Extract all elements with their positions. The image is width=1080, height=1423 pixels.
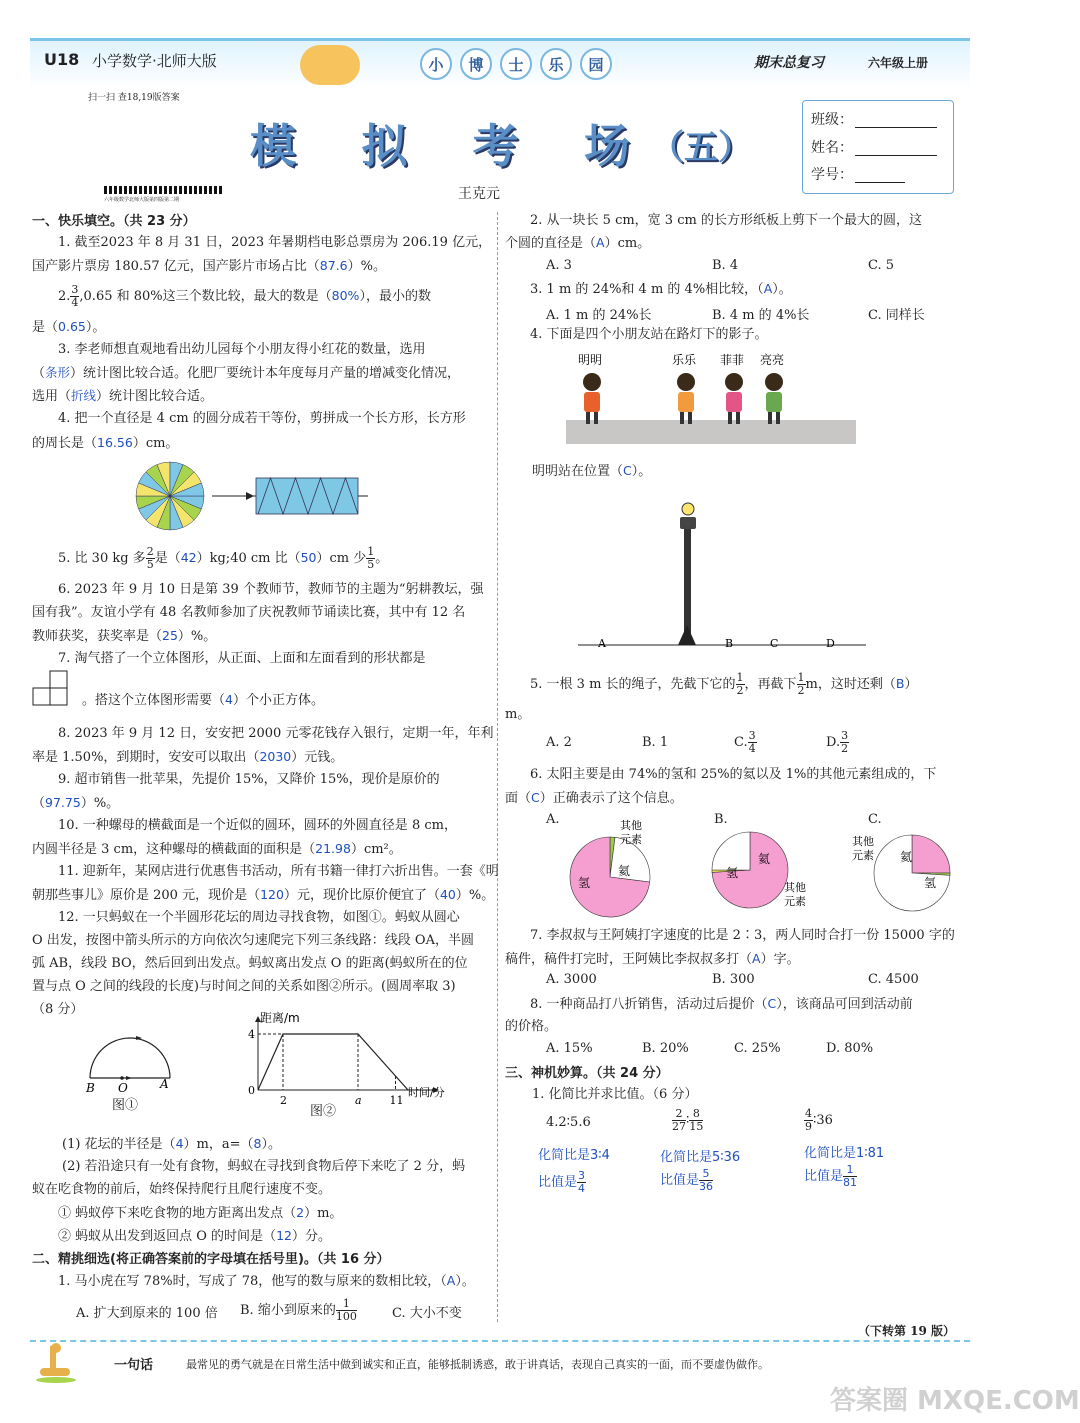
s2-q1-option-a: A. 扩大到原来的 100 倍 (76, 1306, 218, 1321)
x-tick-label: a (355, 1094, 362, 1107)
q12-line3: 弧 AB，线段 BO，然后回到出发点。蚂蚁离出发点 O 的距离(蚂蚁所在的位 (32, 956, 468, 971)
child-leg-icon (680, 412, 684, 424)
brand-char: 博 (460, 48, 492, 80)
answer: C (767, 996, 777, 1011)
s2-q2-option-a: A. 3 (546, 258, 572, 273)
children-shadow-figure (560, 350, 860, 450)
name-field[interactable] (855, 155, 937, 156)
position-label: D (826, 637, 835, 650)
s2-q7-line1: 7. 李叔叔与王阿姨打字速度的比是 2∶3，两人同时合打一份 15000 字的 (530, 928, 955, 943)
child-leg-icon (728, 412, 732, 424)
section1-heading: 一、快乐填空。（共 23 分） (32, 214, 196, 229)
s2-q8-option-a: A. 15% (546, 1041, 593, 1056)
scan-note: 扫一扫 查18,19版答案 (88, 93, 180, 103)
qr-caption: 六年级数学北师大版第四版第二期 (104, 197, 180, 203)
answer: 87.6 (319, 258, 348, 273)
answer: 折线 (71, 388, 97, 403)
id-field[interactable] (855, 182, 905, 183)
origin-label: 0 (248, 1084, 255, 1097)
q4-line1: 4. 把一个直径是 4 cm 的圆分成若干等份，剪拼成一个长方形，长方形 (58, 411, 466, 426)
q3-line1: 3. 李老师想直观地看出幼儿园每个小朋友得小红花的数量，选用 (58, 342, 426, 357)
pie-b-other-label: 其他 (784, 881, 806, 894)
position-label: B (725, 637, 734, 650)
child-body-icon (678, 392, 694, 412)
pie-c-other-label: 其他 (852, 835, 874, 848)
q10-line2: 内圆半径是 3 cm，这种螺母的横截面的面积是（21.98）cm²。 (32, 841, 402, 857)
answer: 120 (260, 887, 284, 902)
s2-q8-option-b: B. 20% (642, 1041, 689, 1056)
answer: 16.56 (97, 435, 133, 450)
grade-label: 六年级上册 (868, 56, 929, 70)
point-o-label: O (118, 1081, 128, 1095)
answer: C (623, 463, 632, 478)
s2-q7-option-b: B. 300 (712, 972, 755, 987)
pie-b (712, 832, 788, 908)
answer: 50 (300, 550, 317, 565)
answer: 条形 (45, 365, 71, 380)
s2-q2-option-b: B. 4 (712, 258, 739, 273)
title-char: 考 (472, 119, 519, 173)
q6-line2: 国有我”。友谊小学有 48 名教师参加了庆祝教师节诵读比赛，其中有 12 名 (32, 605, 466, 620)
footer-label: 一句话 (114, 1358, 154, 1373)
brand-title (420, 48, 612, 80)
pie-c-h-label: 氢 (924, 876, 937, 890)
simplified-ratio-2: 化简比是5∶36 (660, 1150, 741, 1165)
title-char: 拟 (361, 119, 408, 173)
page-code: U18 (44, 50, 80, 69)
s2-q3-option-c: C. 同样长 (868, 308, 925, 323)
child-body-icon (766, 392, 782, 412)
pie-b-he-label: 氦 (758, 852, 771, 866)
position-label: A (598, 637, 606, 650)
answer: 4 (175, 1136, 184, 1151)
q1-line1: 1. 截至2023 年 8 月 31 日，2023 年暑期档电影总票房为 206.19 亿元， (58, 235, 492, 250)
answer: 40 (439, 887, 456, 902)
s2-q8-option-d: D. 80% (826, 1041, 874, 1056)
child-leg-icon (688, 412, 692, 424)
class-label: 班级： (811, 112, 853, 128)
s2-q1: 1. 马小虎在写 78%时，写成了 78，他写的数与原来的数相比较，（A）。 (58, 1273, 475, 1289)
q3-line2: （条形）统计图比较合适。化肥厂要统计本年度每月产量的增减变化情况， (32, 365, 461, 381)
brand-char: 园 (580, 48, 612, 80)
s2-q5-option-a: A. 2 (546, 735, 572, 750)
q5-line: 5. 比 30 kg 多 $\frac{2}{5}$ 是（42）kg;40 cm 比（50）cm 少 $\frac{1}{5}$ 。 (58, 545, 389, 571)
center-point (120, 1076, 124, 1080)
child-name: 菲菲 (720, 353, 745, 367)
child-name: 乐乐 (672, 353, 697, 367)
child-leg-icon (768, 412, 772, 424)
brand-char: 乐 (540, 48, 572, 80)
section2-heading: 二、精挑细选(将正确答案前的字母填在括号里)。（共 16 分） (32, 1252, 390, 1267)
author: 王克元 (458, 186, 500, 202)
book-name: 小学数学·北师大版 (92, 52, 217, 70)
child-body-icon (584, 392, 600, 412)
street-lamp-figure (570, 495, 870, 655)
s2-q5-option-d: D. $\frac{3}{2}$ (826, 729, 849, 755)
position-label: C (770, 637, 779, 650)
s2-q2-line1: 2. 从一块长 5 cm，宽 3 cm 的长方形纸板上剪下一个最大的圆，这 (530, 213, 922, 228)
arrow-head-icon (246, 492, 254, 500)
review-label: 期末总复习 (754, 55, 824, 71)
q9-line1: 9. 超市销售一批苹果，先提价 15%，又降价 15%，现价是原价的 (58, 772, 440, 787)
answer: A (763, 281, 773, 296)
ratio-item-1: 4.2∶5.6 (546, 1115, 591, 1130)
q12-s2-line1: (2) 若沿途只有一处有食物，蚂蚁在寻找到食物后停下来吃了 2 分，蚂 (62, 1159, 466, 1174)
answer: 21.98 (315, 841, 351, 856)
pie-slice (912, 835, 950, 873)
q12-line5: （8 分） (32, 1002, 84, 1017)
child-head-icon (583, 373, 601, 391)
q4-line2: 的周长是（16.56）cm。 (32, 435, 179, 451)
giraffe-icon (32, 1340, 78, 1382)
title-char: 场 (583, 119, 630, 173)
y-axis-label: 距离/m (260, 1011, 300, 1025)
q12-s1: (1) 花坛的半径是（4）m，a=（8）。 (62, 1136, 281, 1152)
s2-q3-option-b: B. 4 m 的 4%长 (712, 308, 810, 323)
q12-s3: ① 蚂蚁停下来吃食物的地方距离出发点（2）m。 (58, 1205, 343, 1221)
q7-line1: 7. 淘气搭了一个立体图形，从正面、上面和左面看到的形状都是 (58, 651, 426, 666)
page-subtitle: （五） (650, 128, 752, 168)
student-info-box (802, 100, 954, 194)
lamp-pole (684, 525, 691, 643)
y-tick-label: 4 (248, 1028, 255, 1041)
q9-line2: （97.75）%。 (32, 795, 120, 811)
distance-time-chart (230, 1012, 460, 1122)
s2-q4-line1: 4. 下面是四个小朋友站在路灯下的影子。 (530, 327, 768, 342)
answer: C (531, 790, 540, 805)
s2-q1-option-c: C. 大小不变 (392, 1306, 462, 1321)
brand-char: 士 (500, 48, 532, 80)
s3-q1: 1. 化简比并求比值。（6 分） (532, 1087, 698, 1102)
simplified-ratio-3: 化简比是1∶81 (804, 1146, 885, 1161)
lamp-base (678, 625, 696, 645)
segmented-circle-icon (136, 462, 204, 530)
answer: 42 (180, 550, 197, 565)
shadow-ground (566, 420, 856, 444)
series-line (258, 1034, 408, 1090)
child-head-icon (725, 373, 743, 391)
pie-a-label: A. (546, 812, 560, 827)
s2-q8-line2: 的价格。 (505, 1019, 558, 1034)
q6-line1: 6. 2023 年 9 月 10 日是第 39 个教师节，教师节的主题为“躬耕教坛，强 (58, 582, 484, 597)
child-body-icon (726, 392, 742, 412)
answer: A (752, 951, 761, 966)
q12-s4: ② 蚂蚁从出发到返回点 O 的时间是（12）分。 (58, 1228, 331, 1244)
title-char: 模 (250, 119, 296, 173)
answer: 2 (296, 1205, 305, 1220)
s2-q6-line1: 6. 太阳主要是由 74%的氢和 25%的氦以及 1%的其他元素组成的，下 (530, 767, 937, 782)
answer: 25 (162, 628, 178, 643)
pie-a-other-label: 其他 (620, 819, 642, 832)
pie-a-he-label: 氦 (618, 864, 631, 878)
qr-code-icon[interactable] (104, 186, 224, 194)
q7-line2: 。搭这个立体图形需要（4）个小正方体。 (82, 692, 324, 708)
pie-c-other-label: 元素 (852, 849, 874, 862)
column-divider (497, 212, 498, 1322)
child-head-icon (765, 373, 783, 391)
pie-charts (540, 815, 960, 925)
s2-q5-option-b: B. 1 (642, 735, 669, 750)
s2-q3-option-a: A. 1 m 的 24%长 (546, 308, 652, 323)
rearranged-rectangle-icon (256, 478, 358, 514)
child-name: 明明 (578, 353, 603, 367)
answer: 12 (276, 1228, 292, 1243)
ratio-item-3: $\frac{4}{9}$ ∶36 (805, 1107, 833, 1133)
q11-line2: 朝那些事儿》原价是 200 元，现价是（120）元，现价比原价便宜了（40）%。 (32, 887, 495, 903)
pie-slice (712, 832, 750, 870)
s2-q5-option-c: C. $\frac{3}{4}$ (734, 729, 756, 755)
mascot-icon (300, 45, 360, 85)
s2-q7-option-a: A. 3000 (546, 972, 597, 987)
fig2-caption: 图② (310, 1104, 337, 1119)
point-b-label: B (86, 1081, 95, 1095)
s2-q7-option-c: C. 4500 (868, 972, 919, 987)
q1-line2: 国产影片票房 180.57 亿元，国产影片市场占比（87.6）%。 (32, 258, 386, 274)
pie-b-label: B. (714, 812, 728, 827)
s2-q2-line2: 个圆的直径是（A）cm。 (505, 235, 651, 251)
x-tick-label: 2 (280, 1094, 287, 1107)
q2-line1: 2. $\frac{3}{4}$ ,0.65 和 80%这三个数比较，最大的数是（80%），最小的数 (58, 283, 431, 309)
lamp-head (680, 517, 696, 529)
answer: B (895, 676, 905, 691)
child-leg-icon (736, 412, 740, 424)
pie-a-other-label: 元素 (620, 833, 642, 846)
ratio-value-2: 比值是 $\frac{5}{36}$ (660, 1167, 714, 1193)
answer: A (596, 235, 605, 250)
light-bulb-icon (682, 503, 694, 515)
watermark: 答案圈 MXQE.COM (830, 1386, 1080, 1416)
q10-line1: 10. 一种螺母的横截面是一个近似的圆环，圆环的外圆直径是 8 cm， (58, 818, 457, 833)
answer: 4 (225, 692, 233, 707)
x-axis-label: 时间/分 (408, 1086, 445, 1099)
pie-c-he-label: 氦 (900, 850, 913, 864)
class-field[interactable] (855, 127, 937, 128)
semicircle-arc (90, 1038, 170, 1078)
footer-quote: 最常见的勇气就是在日常生活中做到诚实和正直，能够抵制诱惑，敢于讲真话，表现自己真实的一面，而不要虚伪做作。 (186, 1358, 769, 1371)
ratio-value-1: 比值是 $\frac{3}{4}$ (538, 1169, 586, 1195)
child-leg-icon (776, 412, 780, 424)
id-label: 学号： (811, 167, 853, 183)
q6-line3: 教师获奖，获奖率是（25）%。 (32, 628, 217, 644)
ratio-item-2: $\frac{2}{27}$ ∶ $\frac{8}{15}$ (672, 1107, 704, 1133)
child-name: 亮亮 (760, 353, 785, 367)
s2-q7-line2: 稿件，稿件打完时，王阿姨比李叔叔多打（A）字。 (505, 951, 800, 967)
s2-q3: 3. 1 m 的 24%和 4 m 的 4%相比较，（A）。 (530, 281, 792, 297)
view-shape-icon (32, 670, 72, 710)
child-head-icon (677, 373, 695, 391)
s2-q2-option-c: C. 5 (868, 258, 895, 273)
circle-to-rectangle-figure (130, 460, 370, 532)
simplified-ratio-1: 化简比是3∶4 (538, 1148, 610, 1163)
fig1-caption: 图① (112, 1098, 139, 1113)
s2-q5-line2: m。 (505, 707, 531, 722)
child-leg-icon (594, 412, 598, 424)
point-a-label: A (160, 1077, 169, 1091)
rectangle-base (256, 478, 358, 514)
pie-c (874, 835, 950, 911)
brand-char: 小 (420, 48, 452, 80)
q11-line1: 11. 迎新年，某网店进行优惠售书活动，所有书籍一律打六折出售。一套《明 (58, 864, 499, 879)
q8-line2: 率是 1.50%，到期时，安安可以取出（2030）元钱。 (32, 749, 344, 765)
pie-a-h-label: 氢 (578, 876, 591, 890)
s2-q4-line2: 明明站在位置（C）。 (532, 463, 652, 479)
q2-line2: 是（0.65）。 (32, 319, 106, 335)
pie-b-h-label: 氢 (726, 866, 739, 880)
s2-q8-line1: 8. 一种商品打八折销售，活动过后提价（C），该商品可回到活动前 (530, 996, 913, 1012)
answer: 80% (331, 288, 360, 303)
x-tick-label: 11 (389, 1094, 404, 1107)
answer: 8 (253, 1136, 262, 1151)
pie-b-other-label: 元素 (784, 895, 806, 908)
q8-line1: 8. 2023 年 9 月 12 日，安安把 2000 元零花钱存入银行，定期一年，年利 (58, 726, 494, 741)
arrow-icon (126, 1076, 132, 1080)
q12-line2: O 出发，按图中箭头所示的方向依次匀速爬完下列三条线路：线段 OA，半圆 (32, 933, 474, 948)
q12-s2-line2: 蚁在吃食物的前后，始终保持爬行且爬行速度不变。 (32, 1182, 332, 1197)
child-leg-icon (586, 412, 590, 424)
answer: 97.75 (45, 795, 81, 810)
q12-line4: 置与点 O 之间的线段的长度)与时间之间的关系如图②所示。(圆周率取 3) (32, 979, 456, 994)
turn-page-note: （下转第 19 版） (858, 1324, 956, 1338)
s2-q1-option-b: B. 缩小到原来的 $\frac{1}{100}$ (240, 1297, 357, 1323)
section3-heading: 三、神机妙算。（共 24 分） (505, 1066, 669, 1081)
pie-c-label: C. (868, 812, 882, 827)
s2-q5-line1: 5. 一根 3 m 长的绳子，先截下它的 $\frac{1}{2}$ ，再截下 $\frac{1}{2}$ m，这时还剩（B） (530, 671, 918, 697)
name-label: 姓名： (811, 140, 853, 156)
page-title (250, 110, 630, 176)
q12-line1: 12. 一只蚂蚁在一个半圆形花坛的周边寻找食物，如图①。蚂蚁从圆心 (58, 910, 460, 925)
s2-q8-option-c: C. 25% (734, 1041, 781, 1056)
answer: 2030 (259, 749, 292, 764)
answer: A (446, 1273, 456, 1288)
ratio-value-3: 比值是 $\frac{1}{81}$ (804, 1163, 858, 1189)
q3-line3: 选用（折线）统计图比较合适。 (32, 388, 214, 404)
answer: 0.65 (58, 319, 86, 334)
s2-q6-line2: 面（C）正确表示了这个信息。 (505, 790, 683, 806)
